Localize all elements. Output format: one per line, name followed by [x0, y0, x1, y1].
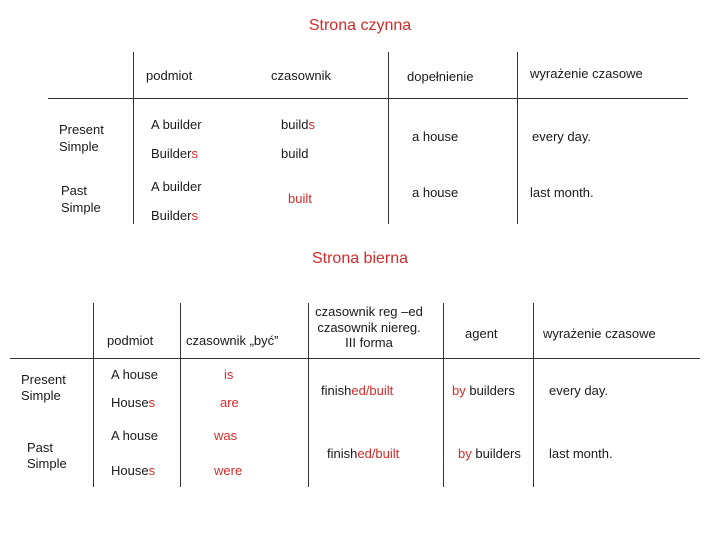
passive-present-agent — [452, 383, 515, 399]
active-past-verb: built — [288, 191, 312, 206]
passive-past-agent — [458, 446, 521, 462]
passive-past-subject-2-suffix: s — [148, 463, 156, 478]
passive-header-time: wyrażenie czasowe — [543, 326, 656, 341]
passive-present-be-2: are — [220, 395, 239, 410]
passive-present-participle-base: finish — [321, 383, 352, 398]
active-past-subject-2-base: Builder — [151, 208, 192, 223]
active-divider-object — [388, 52, 389, 224]
active-present-verb-1-suffix: s — [308, 117, 315, 132]
passive-header-participle-line1: czasownik reg –ed — [315, 304, 423, 319]
active-past-subject-1: A builder — [151, 179, 202, 194]
active-present-verb-1-base: build — [281, 117, 309, 132]
active-present-subject-2-suffix: s — [191, 146, 198, 161]
active-voice-title: Strona czynna — [308, 17, 412, 34]
passive-header-agent: agent — [465, 326, 498, 341]
active-present-subject-2-base: Builder — [151, 146, 192, 161]
active-present-label-line1: Present — [59, 122, 104, 137]
passive-past-time: last month. — [549, 446, 613, 461]
active-past-subject-2 — [151, 208, 198, 224]
passive-divider-label — [93, 303, 94, 487]
passive-present-subject-2-base: House — [111, 395, 149, 410]
active-divider-label — [133, 52, 134, 224]
passive-past-participle-base: finish — [327, 446, 358, 461]
active-present-verb-1 — [281, 117, 315, 133]
active-header-time: wyrażenie czasowe — [530, 66, 643, 81]
active-present-verb-2: build — [281, 146, 309, 161]
active-present-object: a house — [412, 129, 459, 144]
passive-present-participle — [321, 383, 393, 399]
passive-present-be-1: is — [224, 367, 234, 382]
passive-past-participle — [327, 446, 399, 462]
passive-divider-participle — [308, 303, 309, 487]
passive-past-agent-by: by — [458, 446, 472, 461]
passive-header-participle-line2: czasownik niereg. — [317, 319, 421, 335]
active-header-subject: podmiot — [146, 68, 193, 83]
passive-header-participle — [300, 304, 438, 351]
passive-past-be-1: was — [214, 428, 238, 443]
active-past-label-line1: Past — [61, 183, 88, 198]
passive-header-participle-line3: III forma — [345, 335, 393, 351]
passive-present-subject-1: A house — [111, 367, 158, 382]
active-past-time: last month. — [530, 185, 594, 200]
active-header-verb: czasownik — [271, 68, 331, 83]
active-past-object: a house — [412, 185, 459, 200]
passive-present-agent-rest: builders — [465, 383, 515, 398]
active-past-label-line2: Simple — [61, 200, 101, 215]
active-present-subject-2 — [151, 146, 198, 162]
passive-past-participle-suffix: ed/built — [357, 446, 400, 461]
passive-divider-agent — [443, 303, 444, 487]
passive-past-label-line2: Simple — [27, 456, 67, 471]
passive-present-subject-2 — [111, 395, 155, 411]
passive-past-agent-rest: builders — [471, 446, 521, 461]
passive-divider-time — [533, 303, 534, 487]
passive-voice-title: Strona bierna — [311, 250, 409, 267]
passive-header-rule — [10, 358, 700, 359]
passive-present-label-line2: Simple — [21, 388, 61, 403]
passive-present-agent-by: by — [452, 383, 466, 398]
active-header-object: dopełnienie — [407, 69, 474, 84]
passive-present-participle-suffix: ed/built — [351, 383, 394, 398]
active-header-rule — [48, 98, 688, 99]
passive-past-subject-1: A house — [111, 428, 158, 443]
passive-past-label-line1: Past — [27, 440, 54, 455]
active-divider-time — [517, 52, 518, 224]
passive-present-time: every day. — [549, 383, 609, 398]
passive-divider-be — [180, 303, 181, 487]
passive-present-label-line1: Present — [21, 372, 66, 387]
passive-past-subject-2 — [111, 463, 155, 479]
active-present-label-line2: Simple — [59, 139, 99, 154]
passive-past-be-2: were — [214, 463, 243, 478]
passive-header-be-verb: czasownik „być” — [186, 333, 279, 348]
active-present-subject-1: A builder — [151, 117, 202, 132]
passive-header-subject: podmiot — [107, 333, 154, 348]
passive-present-subject-2-suffix: s — [148, 395, 156, 410]
active-past-subject-2-suffix: s — [191, 208, 198, 223]
passive-past-subject-2-base: House — [111, 463, 149, 478]
active-present-time: every day. — [532, 129, 592, 144]
